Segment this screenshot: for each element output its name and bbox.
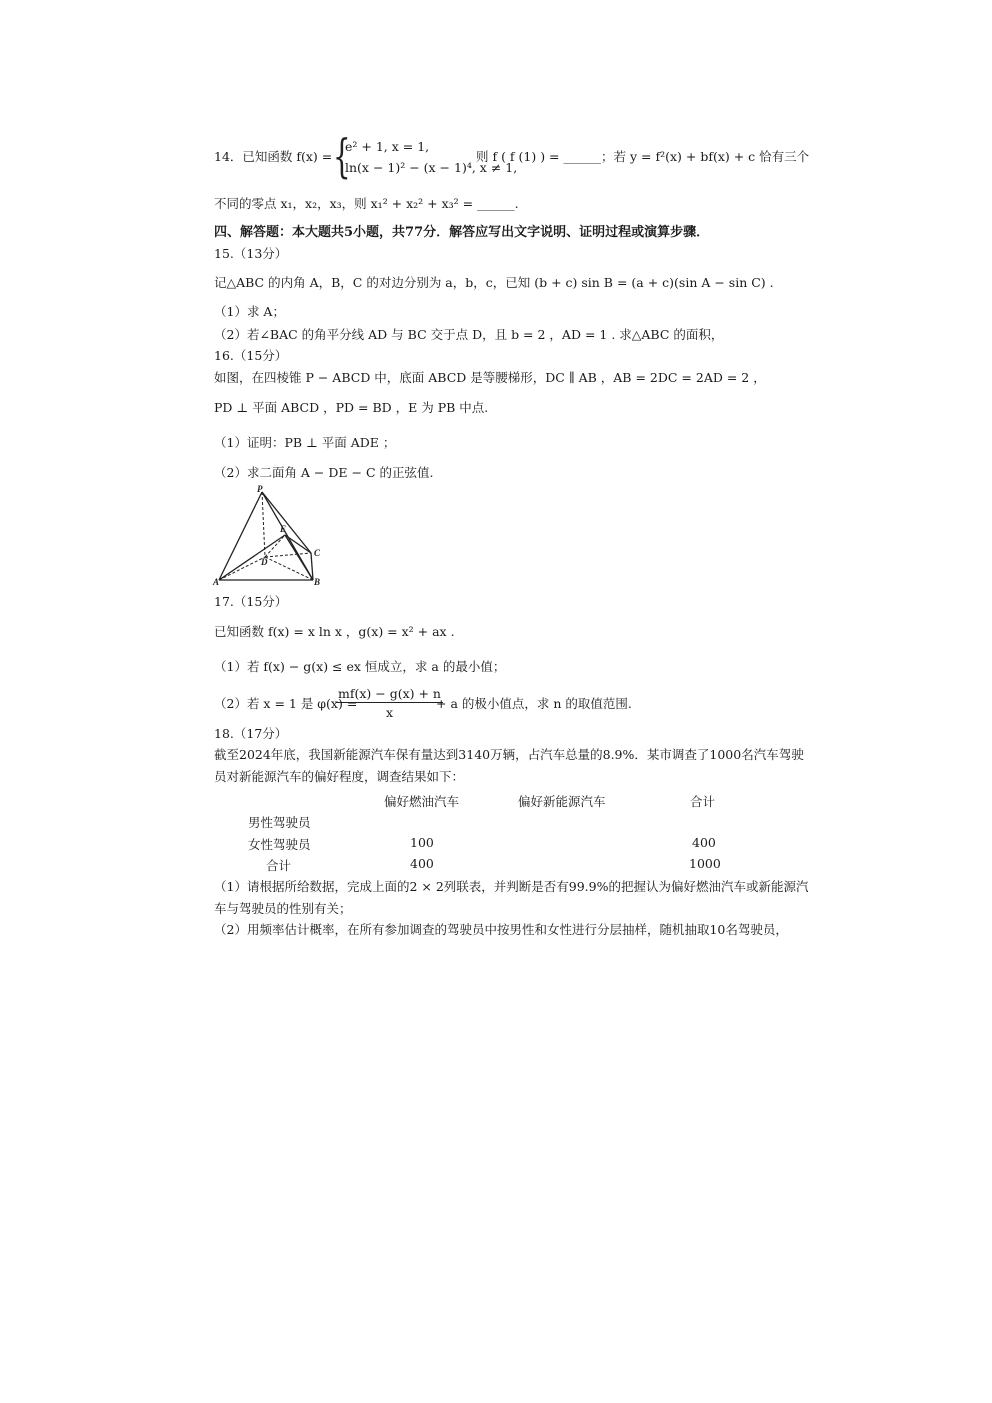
q18-part-1b: 车与驾驶员的性别有关； (214, 901, 352, 916)
q18-stem-1: 截至2024年底，我国新能源汽车保有量达到3140万辆，占汽车总量的8.9%．某市调查了1000名汽车驾驶 (214, 747, 804, 762)
q18-part-1a: （1）请根据所给数据，完成上面的2 × 2列联表，并判断是否有99.9%的把握认为偏好燃油汽车或新能源汽 (214, 879, 809, 894)
pyramid-figure (210, 485, 335, 590)
edge-DC (265, 553, 311, 557)
label-A: A (213, 577, 220, 587)
q15-stem: 记△ABC 的内角 A，B，C 的对边分别为 a，b，c，已知 (b + c) sin B = (a + c)(sin A − sin C) . (214, 275, 774, 290)
q17-part-2-prefix: （2）若 x = 1 是 φ(x) = (214, 696, 358, 711)
table-header-fuel: 偏好燃油汽车 (384, 794, 460, 809)
q15-part-1: （1）求 A； (214, 304, 285, 319)
q14-prefix: 14．已知函数 f(x) = (214, 149, 333, 164)
table-row-label: 男性驾驶员 (248, 815, 311, 830)
table-cell: 100 (410, 835, 434, 850)
edge-AD (219, 557, 265, 580)
table-header-ev: 偏好新能源汽车 (518, 794, 606, 809)
q17-part-1: （1）若 f(x) − g(x) ≤ ex 恒成立，求 a 的最小值； (214, 659, 506, 674)
phi-numerator: mf(x) − g(x) + n (338, 686, 441, 701)
label-D: D (261, 557, 268, 567)
label-P: P (257, 485, 263, 494)
q18-head: 18.（17分） (214, 726, 288, 741)
label-B: B (314, 577, 321, 587)
phi-denominator: x (385, 705, 394, 720)
table-cell: 1000 (689, 856, 721, 871)
edge-PA (219, 492, 262, 580)
label-C: C (314, 548, 321, 558)
section-4-heading: 四、解答题：本大题共5小题，共77分．解答应写出文字说明、证明过程或演算步骤． (214, 225, 710, 240)
q14-case-2: ln(x − 1)² − (x − 1)⁴, x ≠ 1, (345, 160, 518, 175)
q16-head: 16.（15分） (214, 348, 288, 363)
q16-part-1: （1）证明：PB ⊥ 平面 ADE ； (214, 435, 396, 450)
edge-PD (262, 492, 265, 557)
q18-stem-2: 员对新能源汽车的偏好程度，调查结果如下： (214, 769, 465, 784)
table-cell: 400 (692, 835, 716, 850)
q14-line-2: 不同的零点 x₁，x₂，x₃，则 x₁² + x₂² + x₃² = ______. (214, 196, 519, 211)
q17-stem: 已知函数 f(x) = x ln x ，g(x) = x² + ax . (214, 624, 455, 639)
q15-head: 15.（13分） (214, 246, 288, 261)
phi-fraction (336, 686, 443, 720)
q14-case-1: e² + 1, x = 1, (345, 139, 430, 154)
q16-stem-2: PD ⊥ 平面 ABCD ，PD = BD ，E 为 PB 中点. (214, 400, 489, 415)
table-cell: 400 (410, 856, 434, 871)
q18-part-2: （2）用频率估计概率，在所有参加调查的驾驶员中按男性和女性进行分层抽样，随机抽取10名驾驶员， (214, 922, 788, 937)
q17-part-2-suffix: + a 的极小值点，求 n 的取值范围. (436, 696, 632, 711)
q15-part-2: （2）若∠BAC 的角平分线 AD 与 BC 交于点 D，且 b = 2 ，AD = 1 . 求△ABC 的面积， (214, 327, 724, 342)
edge-AE (219, 535, 285, 580)
q17-head: 17.（15分） (214, 594, 288, 609)
q16-stem-1: 如图，在四棱锥 P − ABCD 中，底面 ABCD 是等腰梯形，DC ∥ AB ，AB = 2DC = 2AD = 2 ， (214, 370, 766, 385)
q16-part-2: （2）求二面角 A − DE − C 的正弦值. (214, 465, 434, 480)
table-header-total: 合计 (690, 794, 716, 809)
table-row-label: 合计 (266, 858, 292, 873)
table-row-label: 女性驾驶员 (248, 837, 311, 852)
label-E: E (280, 524, 287, 534)
q14-middle: 则 f ( f (1) ) = ______；若 y = f²(x) + bf(x) + c 恰有三个 (476, 149, 810, 164)
edge-PC (262, 492, 311, 553)
piecewise-brace: { (333, 129, 351, 183)
